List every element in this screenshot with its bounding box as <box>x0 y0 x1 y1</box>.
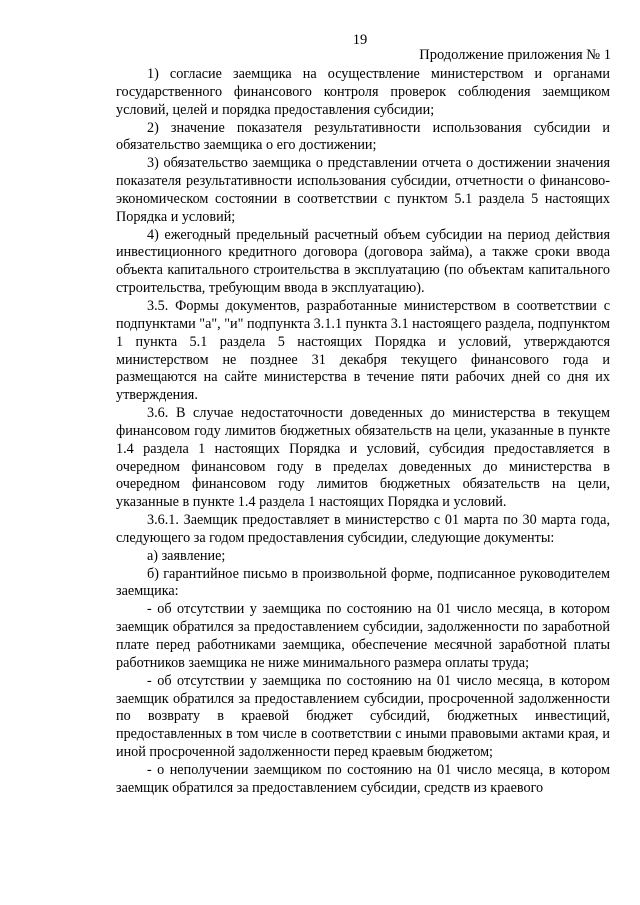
paragraph-no-overdue-debt: - об отсутствии у заемщика по состоянию на 01 число месяца, в котором заемщик обратился за предоставлением субсидии, просроченной задолженности по возврату в краевой бюджет субсидий, бюджетных инвестиций, предоставленных в том числе в соответствии с иными правовыми актами края, и иной просроченной задолженности перед краевым бюджетом; <box>116 672 610 761</box>
paragraph-report-obligation: 3) обязательство заемщика о представлении отчета о достижении значения показателя результативности использования субсидии, отчетности о финансово-экономическом состоянии в соответствии с пунктом 5.1 раздела 5 настоящих Порядка и условий; <box>116 155 610 225</box>
paragraph-3-6: 3.6. В случае недостаточности доведенных до министерства в текущем финансовом году лимитов бюджетных обязательств на цели, указанные в пункте 1.4 раздела 1 настоящих Порядка и условий, субсидия предоставляется в очередном финансовом году в пределах доведенных до министерства в очередном финансовом году лимитов бюджетных обязательств на цели, указанные в пункте 1.4 раздела 1 настоящих Порядка и условий. <box>116 405 610 511</box>
paragraph-item-b: б) гарантийное письмо в произвольной форме, подписанное руководителем заемщика: <box>116 565 610 600</box>
paragraph-consent: 1) согласие заемщика на осуществление министерством и органами государственного финансового контроля проверок соблюдения заемщиком условий, целей и порядка предоставления субсидии; <box>116 66 610 118</box>
paragraph-3-6-1: 3.6.1. Заемщик предоставляет в министерство с 01 марта по 30 марта года, следующего за годом предоставления субсидии, следующие документы: <box>116 512 610 546</box>
paragraph-3-5: 3.5. Формы документов, разработанные министерством в соответствии с подпунктами "а", "и" подпункта 3.1.1 пункта 3.1 настоящего раздела, подпунктом 1 пункта 5.1 раздела 5 настоящих Порядка и условий, утверждаются министерством не позднее 31 декабря текущего финансового года и размещаются на сайте министерства в течение пяти рабочих дней со дня их утверждения. <box>116 297 610 404</box>
page-number: 19 <box>352 32 368 48</box>
paragraph-no-funds-received: - о неполучении заемщиком по состоянию на 01 число месяца, в котором заемщик обратился за предоставлением субсидии, средств из краевого <box>116 761 610 796</box>
paragraph-indicator-value: 2) значение показателя результативности использования субсидии и обязательство заемщика о его достижении; <box>116 119 610 154</box>
paragraph-item-a: а) заявление; <box>147 547 226 564</box>
document-body <box>116 66 610 798</box>
paragraph-annual-limit: 4) ежегодный предельный расчетный объем субсидии на период действия инвестиционного кредитного договора (договора займа), а также сроки ввода объекта капитального строительства в эксплуатацию (по объектам капитального строительства, требующим ввода в эксплуатацию). <box>116 226 610 297</box>
paragraph-no-wage-debt: - об отсутствии у заемщика по состоянию на 01 число месяца, в котором заемщик обратился за предоставлением субсидии, задолженности по заработной плате перед работниками заемщика, обеспечение месячной заработной платы работников заемщика не ниже минимального размера оплаты труда; <box>116 601 610 671</box>
continuation-label: Продолжение приложения № 1 <box>419 47 611 63</box>
